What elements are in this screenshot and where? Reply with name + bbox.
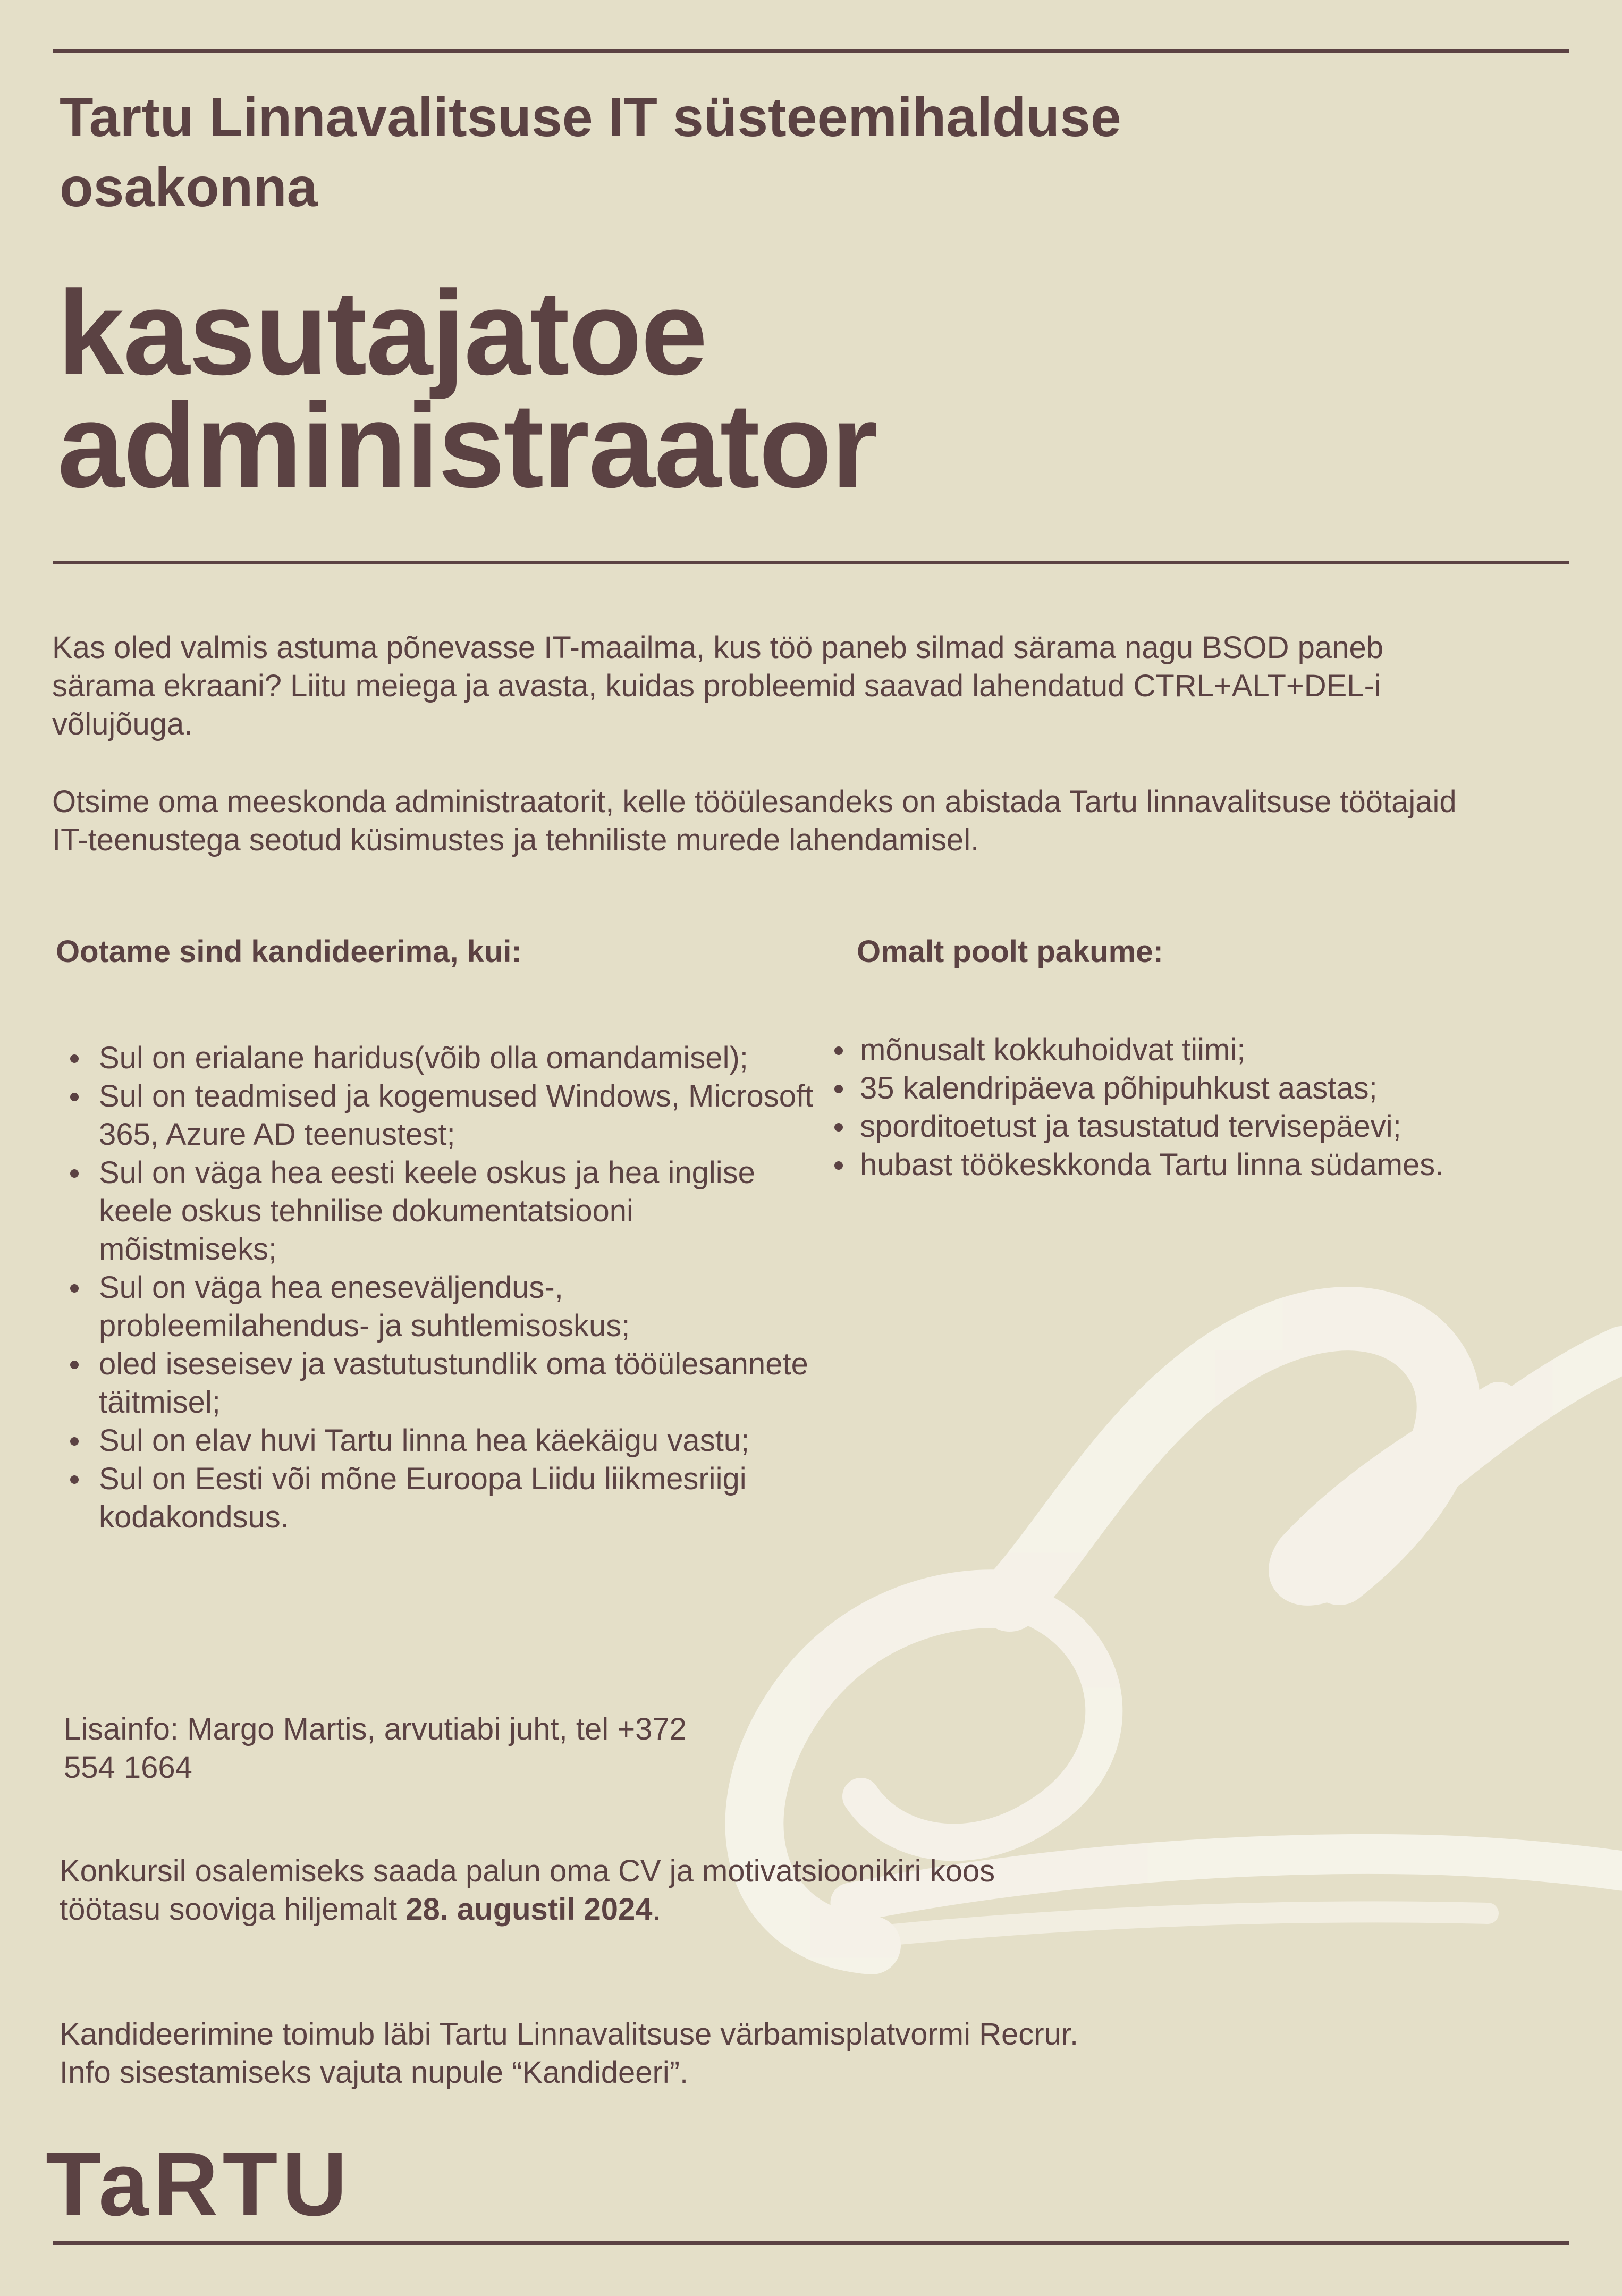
intro-paragraph-2: Otsime oma meeskonda administraatorit, kelle tööülesandeks on abistada Tartu linnavalitsuse töötajaid IT-teenustega seotud küsimustes ja tehniliste murede lahendamisel. <box>52 784 1457 857</box>
application-instructions <box>60 1852 1059 1929</box>
platform-info <box>60 2015 1335 2092</box>
offer-list <box>828 1031 1599 1184</box>
platform-line-1: Kandideerimine toimub läbi Tartu Linnavalitsuse värbamisplatvormi Recrur. <box>60 2017 1079 2052</box>
offer-heading: Omalt poolt pakume: <box>857 934 1163 969</box>
list-item: hubast töökeskkonda Tartu linna südames. <box>828 1146 1599 1184</box>
list-item: Sul on teadmised ja kogemused Windows, Microsoft 365, Azure AD teenustest; <box>54 1077 820 1154</box>
department-title: Tartu Linnavalitsuse IT süsteemihalduse osakonna <box>60 87 1121 218</box>
requirements-heading: Ootame sind kandideerima, kui: <box>56 934 522 969</box>
contact-info: Lisainfo: Margo Martis, arvutiabi juht, tel +372 554 1664 <box>64 1712 687 1785</box>
header-divider <box>53 561 1569 564</box>
list-item: sporditoetust ja tasustatud tervisepäevi; <box>828 1108 1599 1146</box>
list-item: oled iseseisev ja vastutustundlik oma tööülesannete täitmisel; <box>54 1345 820 1422</box>
application-deadline: 28. augustil 2024 <box>406 1892 653 1927</box>
position-title: kasutajatoe administraator <box>57 265 877 512</box>
list-item: Sul on väga hea eesti keele oskus ja hea inglise keele oskus tehnilise dokumentatsiooni mõistmiseks; <box>54 1154 820 1269</box>
application-text-end: . <box>652 1892 661 1927</box>
list-item: 35 kalendripäeva põhipuhkust aastas; <box>828 1069 1599 1108</box>
list-item: Sul on väga hea eneseväljendus-, probleemilahendus- ja suhtlemisoskus; <box>54 1269 820 1345</box>
requirements-list <box>54 1039 820 1537</box>
platform-line-2: Info sisestamiseks vajuta nupule “Kandideeri”. <box>60 2055 689 2090</box>
list-item: Sul on Eesti või mõne Euroopa Liidu liikmesriigi kodakondsus. <box>54 1460 820 1537</box>
tartu-logo: TaRTU <box>46 2134 352 2235</box>
top-divider <box>53 49 1569 53</box>
bottom-divider <box>53 2241 1569 2245</box>
intro-paragraph-1: Kas oled valmis astuma põnevasse IT-maailma, kus töö paneb silmad särama nagu BSOD paneb särama ekraani? Liitu meiega ja avasta, kuidas probleemid saavad lahendatud CTRL+ALT+DEL-i võlujõuga. <box>52 630 1383 741</box>
application-text: Konkursil osalemiseks saada palun oma CV ja motivatsioonikiri koos töötasu sooviga hiljemalt <box>60 1854 995 1927</box>
list-item: Sul on elav huvi Tartu linna hea käekäigu vastu; <box>54 1422 820 1460</box>
list-item: Sul on erialane haridus(võib olla omandamisel); <box>54 1039 820 1077</box>
list-item: mõnusalt kokkuhoidvat tiimi; <box>828 1031 1599 1069</box>
